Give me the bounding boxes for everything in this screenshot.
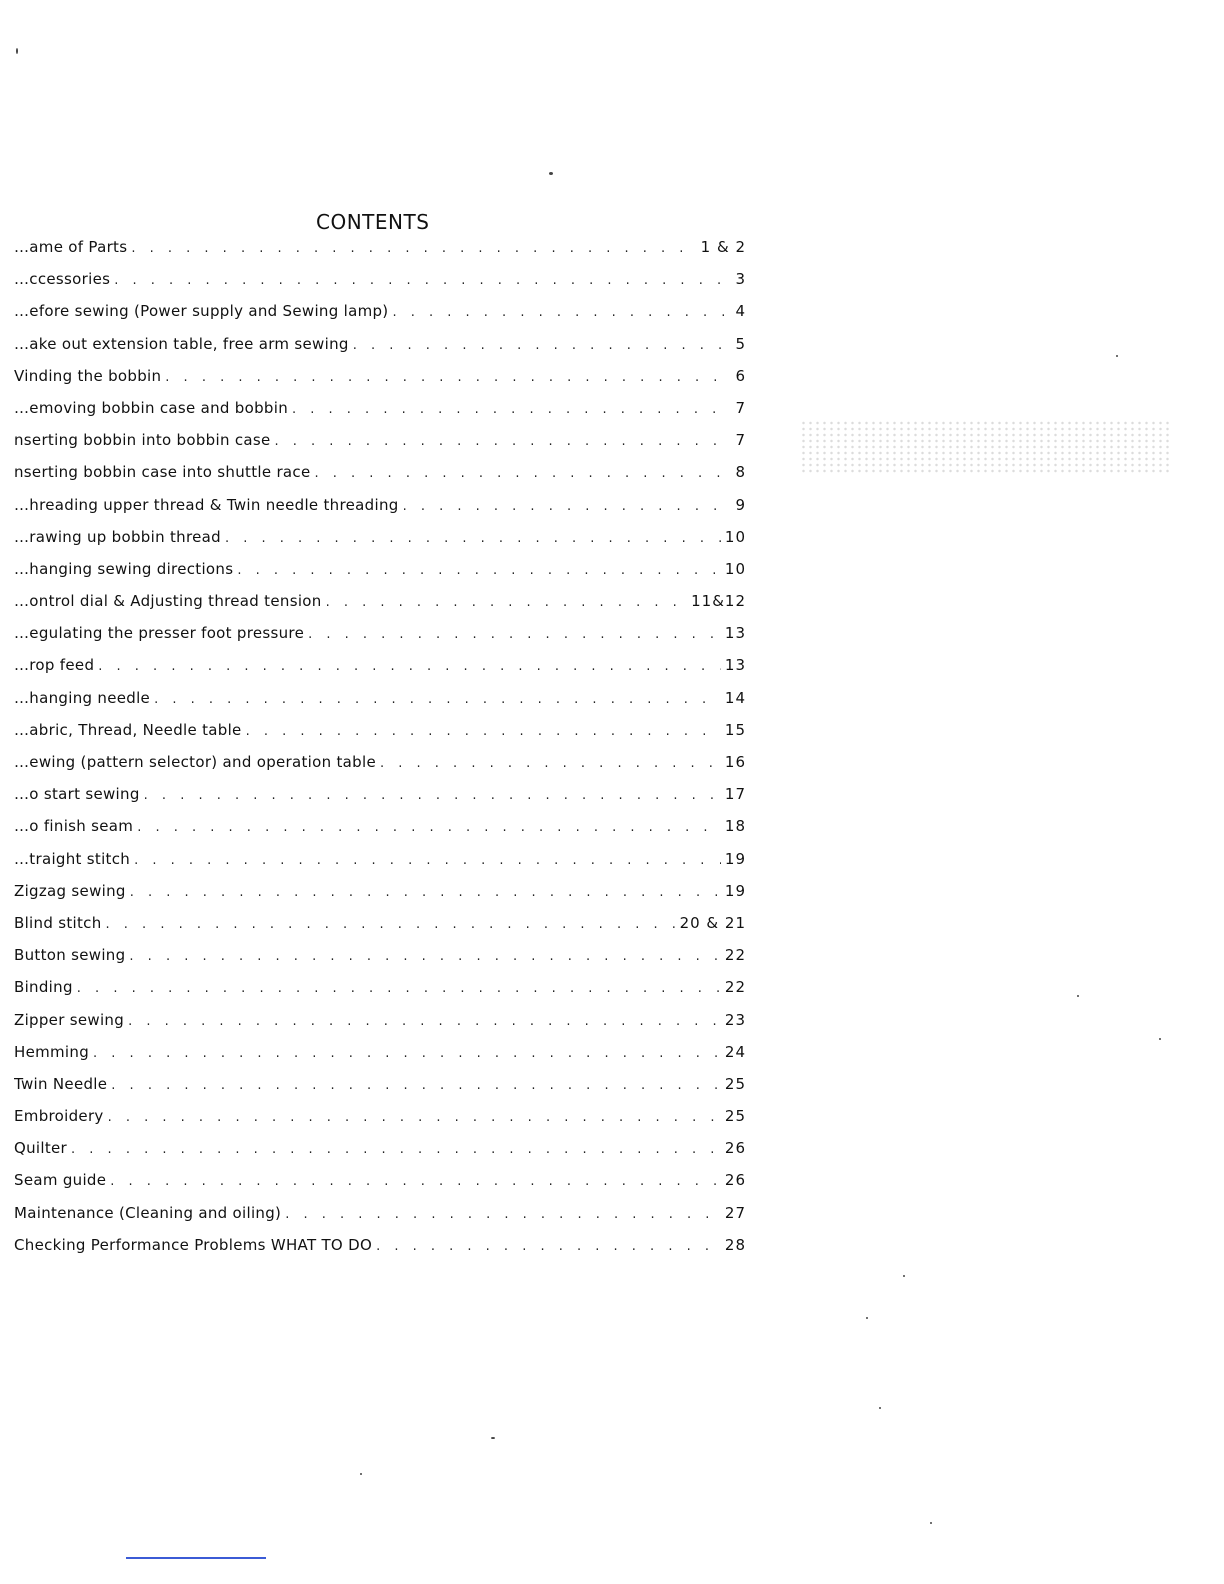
toc-dot-leader <box>144 788 721 803</box>
toc-entry <box>14 302 746 334</box>
toc-entry-label: Blind stitch <box>14 913 102 932</box>
toc-dot-leader <box>106 917 676 932</box>
toc-entry-label: Binding <box>14 978 73 997</box>
toc-entry <box>14 431 746 463</box>
toc-entry-label: Zigzag sewing <box>14 881 126 900</box>
toc-entry-label: …o start sewing <box>14 785 140 804</box>
toc-entry <box>14 367 746 399</box>
toc-dot-leader <box>292 402 731 417</box>
toc-entry-label: …efore sewing (Power supply and Sewing lamp) <box>14 302 389 321</box>
toc-entry <box>14 978 746 1010</box>
toc-entry-page: 20 & 21 <box>679 913 746 932</box>
toc-entry <box>14 689 746 721</box>
scan-speck <box>549 172 553 175</box>
toc-dot-leader <box>98 659 721 674</box>
toc-entry <box>14 270 746 302</box>
toc-entry-page: 10 <box>724 559 746 578</box>
toc-entry-page: 19 <box>724 849 746 868</box>
toc-entry-label: …rop feed <box>14 656 95 675</box>
toc-entry <box>14 592 746 624</box>
toc-entry-page: 7 <box>735 398 746 417</box>
toc-entry-label: Hemming <box>14 1042 90 1061</box>
toc-dot-leader <box>308 627 721 642</box>
toc-entry-page: 13 <box>724 656 746 675</box>
toc-entry-label: …hreading upper thread & Twin needle threading <box>14 495 399 514</box>
toc-entry-label: Button sewing <box>14 946 126 965</box>
contents-title: CONTENTS <box>316 210 430 234</box>
toc-dot-leader <box>315 466 732 481</box>
toc-entry-page: 10 <box>724 527 746 546</box>
toc-entry-page: 26 <box>724 1171 746 1190</box>
toc-entry-page: 24 <box>724 1042 746 1061</box>
toc-entry <box>14 946 746 978</box>
toc-entry-page: 15 <box>724 720 746 739</box>
toc-entry-label: …rawing up bobbin thread <box>14 527 221 546</box>
toc-dot-leader <box>380 756 721 771</box>
toc-entry-page: 16 <box>724 753 746 771</box>
toc-dot-leader <box>376 1239 721 1254</box>
scan-speck <box>491 1437 495 1439</box>
toc-entry <box>14 1171 746 1203</box>
toc-dot-leader <box>130 885 721 900</box>
toc-dot-leader <box>129 949 720 964</box>
toc-dot-leader <box>128 1014 721 1029</box>
toc-entry <box>14 1204 746 1236</box>
toc-dot-leader <box>137 820 721 835</box>
toc-entry <box>14 1107 746 1139</box>
toc-entry <box>14 496 746 528</box>
toc-entry <box>14 656 746 688</box>
toc-dot-leader <box>77 981 721 996</box>
toc-entry-label: …emoving bobbin case and bobbin <box>14 398 288 417</box>
toc-entry-page: 13 <box>724 624 746 643</box>
toc-dot-leader <box>275 434 732 449</box>
toc-entry-label: Zipper sewing <box>14 1010 125 1029</box>
toc-dot-leader <box>392 305 731 320</box>
toc-dot-leader <box>93 1046 721 1061</box>
toc-entry <box>14 1043 746 1075</box>
toc-entry <box>14 335 746 367</box>
toc-entry <box>14 560 746 592</box>
toc-entry-label: …hanging sewing directions <box>14 559 234 578</box>
scan-speck <box>1116 355 1118 357</box>
toc-entry-page: 6 <box>735 366 746 385</box>
toc-entry-page: 14 <box>724 688 746 707</box>
toc-entry <box>14 817 746 849</box>
toc-entry <box>14 1236 746 1268</box>
toc-entry-page: 27 <box>724 1203 746 1222</box>
toc-entry-page: 25 <box>724 1107 746 1126</box>
toc-entry-page: 1 & 2 <box>700 238 746 256</box>
toc-entry-page: 25 <box>724 1074 746 1093</box>
toc-entry <box>14 399 746 431</box>
toc-dot-leader <box>131 241 696 256</box>
toc-entry-label: Embroidery <box>14 1107 104 1126</box>
toc-entry-label: nserting bobbin into bobbin case <box>14 431 271 450</box>
toc-dot-leader <box>108 1110 721 1125</box>
toc-entry-label: Vinding the bobbin <box>14 366 162 385</box>
toc-dot-leader <box>114 273 731 288</box>
table-of-contents <box>14 238 746 1268</box>
toc-dot-leader <box>134 853 721 868</box>
scan-speck <box>16 48 18 54</box>
toc-entry-label: Quilter <box>14 1139 68 1158</box>
toc-entry-page: 4 <box>735 302 746 321</box>
toc-entry <box>14 914 746 946</box>
toc-entry <box>14 624 746 656</box>
toc-entry-label: …hanging needle <box>14 688 151 707</box>
toc-entry-page: 8 <box>735 463 746 482</box>
toc-dot-leader <box>285 1207 721 1222</box>
toc-dot-leader <box>225 531 721 546</box>
scan-smudge <box>800 420 1170 475</box>
toc-entry-page: 17 <box>724 785 746 804</box>
toc-entry-page: 22 <box>724 946 746 965</box>
toc-dot-leader <box>237 563 721 578</box>
toc-entry-label: Checking Performance Problems WHAT TO DO <box>14 1235 373 1254</box>
toc-entry-page: 3 <box>735 270 746 289</box>
toc-entry-label: …ewing (pattern selector) and operation table <box>14 753 376 771</box>
toc-entry-label: …ontrol dial & Adjusting thread tension <box>14 592 322 611</box>
toc-entry-label: Twin Needle <box>14 1074 108 1093</box>
scan-speck <box>1159 1038 1161 1040</box>
toc-entry-page: 9 <box>735 495 746 514</box>
scan-speck <box>903 1275 905 1277</box>
toc-entry-label: nserting bobbin case into shuttle race <box>14 463 311 482</box>
toc-entry-label: …ake out extension table, free arm sewing <box>14 334 349 353</box>
toc-entry-page: 23 <box>724 1010 746 1029</box>
scan-speck <box>930 1522 932 1524</box>
toc-entry-page: 5 <box>735 334 746 353</box>
toc-entry-page: 22 <box>724 978 746 997</box>
toc-entry-label: …o finish seam <box>14 817 134 836</box>
toc-entry-page: 19 <box>724 881 746 900</box>
toc-entry <box>14 721 746 753</box>
toc-entry <box>14 1139 746 1171</box>
scan-speck <box>879 1407 881 1409</box>
toc-entry-page: 7 <box>735 431 746 450</box>
toc-entry-label: Maintenance (Cleaning and oiling) <box>14 1203 282 1222</box>
toc-entry <box>14 850 746 882</box>
toc-entry <box>14 753 746 785</box>
toc-dot-leader <box>246 724 721 739</box>
toc-entry-label: …ccessories <box>14 270 111 289</box>
toc-entry-label: Seam guide <box>14 1171 107 1190</box>
toc-entry <box>14 1075 746 1107</box>
toc-dot-leader <box>326 595 688 610</box>
toc-entry-label: …traight stitch <box>14 849 131 868</box>
scan-speck <box>1077 995 1079 997</box>
toc-entry-label: …ame of Parts <box>14 238 128 256</box>
scan-speck <box>360 1473 362 1475</box>
toc-entry <box>14 463 746 495</box>
toc-dot-leader <box>154 692 721 707</box>
toc-entry <box>14 238 746 270</box>
toc-entry-label: …abric, Thread, Needle table <box>14 720 242 739</box>
scan-speck <box>866 1317 868 1319</box>
toc-entry-page: 11&12 <box>691 592 746 611</box>
toc-dot-leader <box>111 1078 721 1093</box>
toc-dot-leader <box>353 338 732 353</box>
toc-entry <box>14 528 746 560</box>
toc-entry <box>14 785 746 817</box>
toc-entry-page: 18 <box>724 817 746 836</box>
toc-dot-leader <box>71 1142 721 1157</box>
toc-dot-leader <box>165 370 731 385</box>
scan-edge-line <box>126 1557 266 1559</box>
toc-entry-page: 28 <box>724 1235 746 1254</box>
toc-entry-page: 26 <box>724 1139 746 1158</box>
toc-entry <box>14 1011 746 1043</box>
toc-dot-leader <box>110 1174 721 1189</box>
toc-dot-leader <box>403 499 732 514</box>
toc-entry-label: …egulating the presser foot pressure <box>14 624 305 643</box>
toc-entry <box>14 882 746 914</box>
